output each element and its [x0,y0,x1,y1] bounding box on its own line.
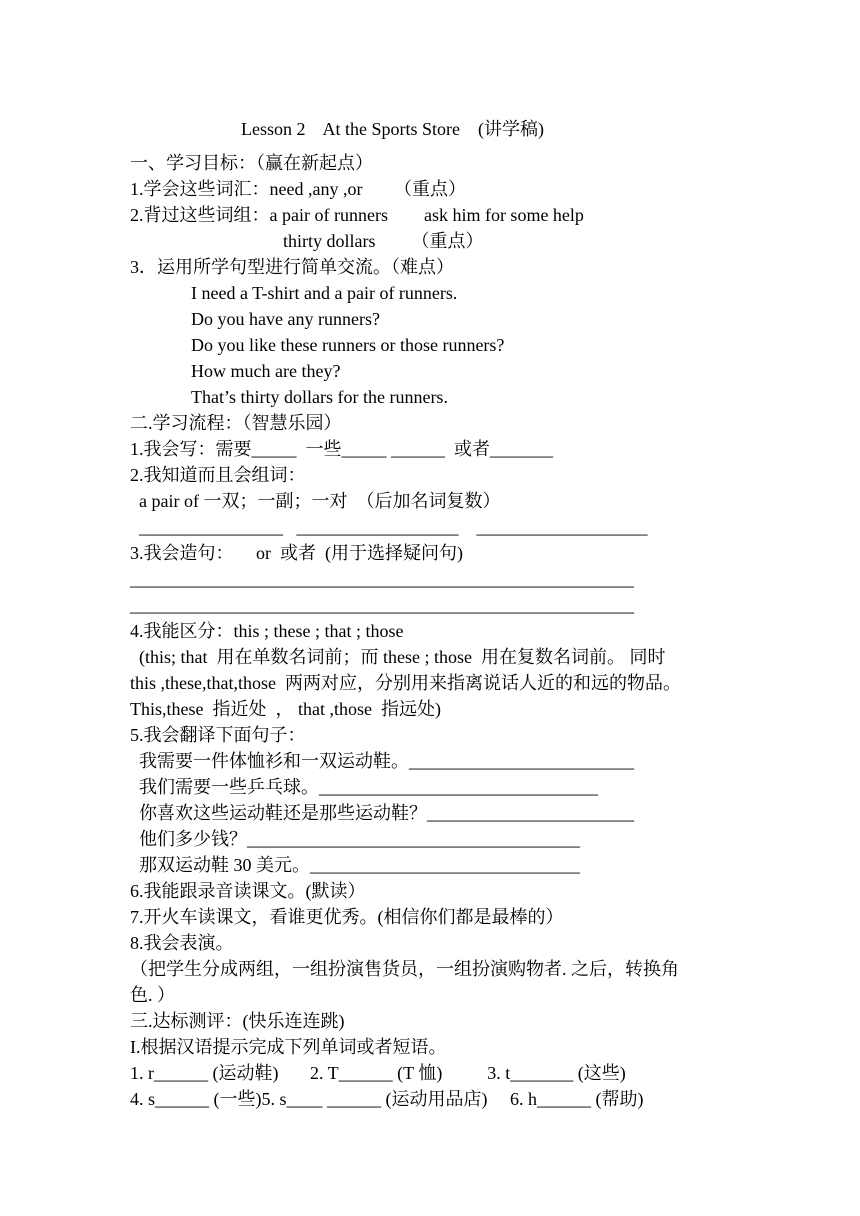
perform-note-1: （把学生分成两组，一组扮演售货员，一组扮演购物者. 之后，转换角 [130,959,679,979]
objective-1: 1.学会这些词汇：need ,any ,or （重点） [130,179,466,199]
section-1-heading: 一、学习目标：（赢在新起点） [130,153,373,173]
objective-2: 2.背过这些词组：a pair of runners ask him for some help [130,205,584,225]
answer-blank-line: ________________________________________________________ [130,569,634,589]
perform-item: 8.我会表演。 [130,933,234,953]
translate-item: 你喜欢这些运动鞋还是那些运动鞋？_______________________ [130,803,634,823]
pattern-sentence: Do you like these runners or those runners? [191,335,505,355]
section-3-heading: 三.达标测评：(快乐连连跳) [130,1011,345,1031]
translate-item: 我需要一件体恤衫和一双运动鞋。_________________________ [130,751,634,771]
exercise-instruction: I.根据汉语提示完成下列单词或者短语。 [130,1037,447,1057]
translate-heading: 5.我会翻译下面句子： [130,725,306,745]
distinguish-note-3: This,these 指近处 ， that ,those 指远处) [130,699,441,719]
translate-item: 那双运动鞋 30 美元。______________________________ [130,855,580,875]
translate-item: 我们需要一些乒乓球。_______________________________ [130,777,598,797]
perform-note-2: 色. ） [130,985,175,1005]
distinguish-heading: 4.我能区分：this ; these ; that ; those [130,621,404,641]
make-sentence-heading: 3.我会造句： or 或者 (用于选择疑问句) [130,543,463,563]
pattern-sentence: I need a T-shirt and a pair of runners. [191,283,458,303]
section-2-heading: 二.学习流程：（智慧乐园） [130,413,342,433]
objective-3: 3．运用所学句型进行简单交流。（难点） [130,257,454,277]
write-words-line: 1.我会写：需要_____ 一些_____ ______ 或者_______ [130,439,553,459]
phrase-blanks: ________________ __________________ ___________________ [130,517,648,537]
lesson-title: Lesson 2 At the Sports Store (讲学稿) [241,119,544,139]
answer-blank-line: ________________________________________________________ [130,595,634,615]
phrase-a-pair-of: a pair of 一双；一副；一对 （后加名词复数） [130,491,501,511]
phrase-heading: 2.我知道而且会组词： [130,465,306,485]
pattern-sentence: How much are they? [191,361,341,381]
distinguish-note-1: (this; that 用在单数名词前；而 these ; those 用在复数名词前。 同时 [130,647,666,667]
objective-2-cont: thirty dollars （重点） [283,231,484,251]
read-along-item: 6.我能跟录音读课文。(默读） [130,881,366,901]
exercise-row-1: 1. r______ (运动鞋) 2. T______ (T 恤) 3. t_______ (这些) [130,1063,626,1083]
translate-item: 他们多少钱？_____________________________________ [130,829,580,849]
exercise-row-2: 4. s______ (一些)5. s____ ______ (运动用品店) 6. h______ (帮助) [130,1089,644,1109]
distinguish-note-2: this ,these,that,those 两两对应，分别用来指离说话人近的和远的物品。 [130,673,681,693]
pattern-sentence: Do you have any runners? [191,309,380,329]
pattern-sentence: That’s thirty dollars for the runners. [191,387,448,407]
train-reading-item: 7.开火车读课文，看谁更优秀。(相信你们都是最棒的） [130,907,564,927]
